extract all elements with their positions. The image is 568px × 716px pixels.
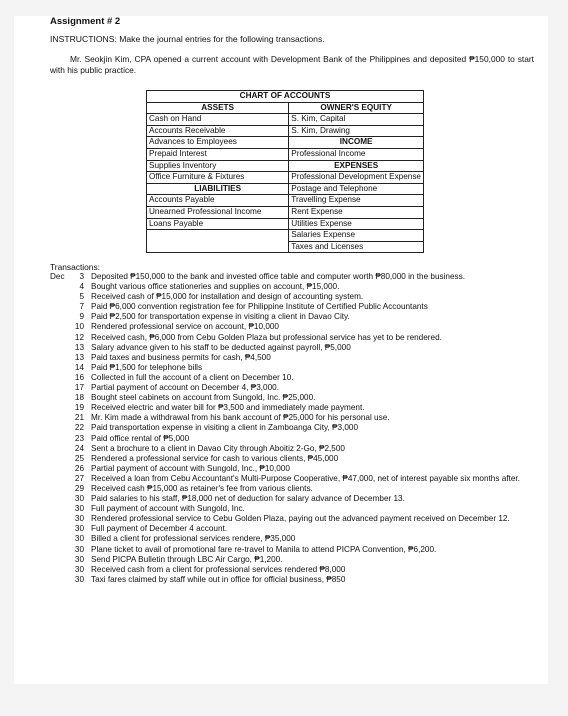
coa-row [147,183,424,195]
transaction-day: 21 [74,413,84,423]
transaction-month [50,474,70,484]
coa-account-name [147,241,289,253]
coa-account-name: S. Kim, Drawing [289,125,424,137]
transaction-text: Paid taxes and business permits for cash, ₱4,500 [91,352,271,362]
transactions-label: Transactions: [50,262,100,272]
coa-row [147,137,424,149]
coa-account-name [147,230,289,242]
transaction-text: Collected in full the account of a client on December 10. [91,372,294,382]
transaction-text: Paid ₱6,000 convention registration fee for Philippine Institute of Certified Public Accountants [91,302,428,312]
transaction-day: 30 [74,514,84,524]
coa-row [147,125,424,137]
coa-row [147,206,424,218]
assignment-page [14,16,548,684]
coa-row [147,195,424,207]
coa-account-name: Accounts Receivable [147,125,289,137]
transaction-month [50,282,70,292]
transaction-text: Paid transportation expense in visiting a client in Zamboanga City, ₱3,000 [91,423,359,433]
transaction-month [50,565,70,575]
transaction-text: Sent a brochure to a client in Davao City through Aboitiz 2-Go, ₱2,500 [91,443,345,453]
coa-account-name: Loans Payable [147,218,289,230]
transaction-text: Received cash, ₱6,000 from Cebu Golden Plaza but professional service has yet to be rendered. [91,332,442,342]
transaction-day: 16 [74,372,84,382]
coa-section-heading: EXPENSES [289,160,424,172]
transaction-item [50,353,540,363]
transaction-month [50,353,70,363]
transaction-text: Paid salaries to his staff, ₱18,000 net of deduction for salary advance of December 13. [91,494,405,504]
coa-account-name: Taxes and Licenses [289,241,424,253]
transaction-month [50,454,70,464]
coa-account-name: S. Kim, Capital [289,114,424,126]
transaction-month [50,312,70,322]
transaction-text: Plane ticket to avail of promotional fare re-travel to Manila to attend PICPA Convention, ₱6,200. [91,544,437,554]
transaction-item [50,393,540,403]
transaction-day: 22 [74,423,84,433]
transaction-month [50,514,70,524]
coa-row [147,218,424,230]
coa-section-heading: LIABILITIES [147,183,289,195]
transaction-item [50,272,540,282]
transaction-item [50,575,540,585]
coa-account-name: Office Furniture & Fixtures [147,172,289,184]
chart-of-accounts-title: CHART OF ACCOUNTS [147,91,424,103]
transaction-item [50,504,540,514]
transaction-text: Received cash from a client for professional services rendered ₱8,000 [91,564,346,574]
transaction-month [50,333,70,343]
transaction-text: Rendered professional service to Cebu Golden Plaza, paying out the advanced payment received on December 12. [91,514,510,524]
transaction-day: 25 [74,453,84,463]
transaction-item [50,282,540,292]
transaction-day: 30 [74,494,84,504]
transaction-item [50,322,540,332]
transactions-list [50,272,540,585]
transaction-item [50,333,540,343]
transaction-day: 26 [74,463,84,473]
transaction-item [50,403,540,413]
coa-account-name: Professional Development Expense [289,172,424,184]
transaction-item [50,494,540,504]
transaction-day: 10 [74,322,84,332]
coa-row [147,241,424,253]
transaction-text: Received cash of ₱15,000 for installation and design of accounting system. [91,292,364,302]
transaction-month [50,524,70,534]
transaction-item [50,413,540,423]
transaction-month [50,545,70,555]
transaction-text: Deposited ₱150,000 to the bank and invested office table and computer worth ₱80,000 in the business. [91,272,465,281]
transaction-month: Dec [50,272,65,281]
transaction-month [50,413,70,423]
transaction-day: 27 [74,473,84,483]
coa-row [147,148,424,160]
transaction-month [50,434,70,444]
coa-account-name: Accounts Payable [147,195,289,207]
transaction-day: 23 [74,433,84,443]
transaction-month [50,383,70,393]
transaction-month [50,403,70,413]
transaction-month [50,534,70,544]
transaction-day: 30 [74,534,84,544]
transaction-day: 14 [74,362,84,372]
transaction-text: Billed a client for professional services rendere, ₱35,000 [91,534,296,544]
transaction-month [50,343,70,353]
transaction-month [50,393,70,403]
transaction-day: 30 [74,504,84,514]
coa-row [147,172,424,184]
transaction-month [50,484,70,494]
transaction-item [50,343,540,353]
coa-row [147,230,424,242]
transaction-item [50,383,540,393]
transaction-item [50,302,540,312]
transaction-day: 7 [79,302,84,312]
coa-account-name: Supplies Inventory [147,160,289,172]
transaction-text: Paid ₱2,500 for transportation expense in visiting a client in Davao City. [91,312,350,322]
transaction-day: 12 [74,332,84,342]
transaction-item [50,373,540,383]
transaction-item [50,514,540,524]
transaction-day: 24 [74,443,84,453]
transaction-month [50,423,70,433]
transaction-text: Salary advance given to his staff to be deducted against payroll, ₱5,000 [91,342,351,352]
transaction-text: Partial payment of account on December 4, ₱3,000. [91,383,279,393]
transaction-item [50,454,540,464]
transaction-text: Taxi fares claimed by staff while out in office for official business, ₱850 [91,574,346,584]
assignment-title: Assignment # 2 [50,16,121,27]
transaction-month [50,494,70,504]
transaction-text: Mr. Kim made a withdrawal from his bank account of ₱25,000 for his personal use. [91,413,390,423]
coa-section-heading: OWNER'S EQUITY [289,102,424,114]
chart-of-accounts-body [147,102,424,253]
transaction-text: Received cash ₱15,000 as retainer's fee from various clients. [91,483,313,493]
coa-account-name: Cash on Hand [147,114,289,126]
transaction-item [50,464,540,474]
transaction-item [50,555,540,565]
transaction-month [50,555,70,565]
transaction-day: 19 [74,403,84,413]
transaction-text: Received a loan from Cebu Accountant's Multi-Purpose Cooperative, ₱47,000, net of interest payable six months after. [91,473,520,483]
transaction-text: Rendered professional service on account, ₱10,000 [91,322,279,332]
coa-account-name: Utilities Expense [289,218,424,230]
coa-account-name: Postage and Telephone [289,183,424,195]
transaction-day: 30 [74,524,84,534]
transaction-day: 29 [74,483,84,493]
transaction-day: 9 [79,312,84,322]
coa-account-name: Travelling Expense [289,195,424,207]
transaction-month [50,464,70,474]
transaction-month [50,292,70,302]
transaction-text: Full payment of December 4 account. [91,524,228,534]
transaction-day: 4 [79,282,84,292]
transaction-day: 17 [74,383,84,393]
coa-row [147,160,424,172]
coa-account-name: Professional Income [289,148,424,160]
transaction-text: Received electric and water bill for ₱3,500 and immediately made payment. [91,403,365,413]
coa-account-name: Prepaid Interest [147,148,289,160]
transaction-item [50,423,540,433]
coa-account-name: Rent Expense [289,206,424,218]
transaction-day: 5 [79,292,84,302]
instructions-text: INSTRUCTIONS: Make the journal entries for the following transactions. [50,34,325,44]
transaction-text: Full payment of account with Sungold, Inc. [91,504,245,514]
transaction-text: Rendered a professional service for cash to various clients, ₱45,000 [91,453,339,463]
coa-account-name: Advances to Employees [147,137,289,149]
coa-account-name: Unearned Professional Income [147,206,289,218]
coa-row [147,114,424,126]
transaction-item [50,363,540,373]
transaction-item [50,534,540,544]
coa-section-heading: ASSETS [147,102,289,114]
transaction-item [50,312,540,322]
transaction-month [50,322,70,332]
transaction-item [50,444,540,454]
transaction-item [50,524,540,534]
transaction-day: 30 [74,574,84,584]
transaction-text: Paid office rental of ₱5,000 [91,433,190,443]
chart-of-accounts-table [146,90,424,253]
transaction-text: Paid ₱1,500 for telephone bills [91,362,203,372]
transaction-month [50,302,70,312]
transaction-month [50,363,70,373]
transaction-item [50,565,540,575]
coa-row [147,102,424,114]
transaction-text: Bought various office stationeries and supplies on account, ₱15,000. [91,282,340,292]
transaction-item [50,474,540,484]
transaction-item [50,292,540,302]
transaction-day: 18 [74,393,84,403]
transaction-text: Send PICPA Bulletin through LBC Air Cargo, ₱1,200. [91,554,283,564]
transaction-day: 13 [74,342,84,352]
intro-paragraph: Mr. Seokjin Kim, CPA opened a current account with Development Bank of the Philippines and deposited ₱150,000 to start with his public practice. [50,54,534,75]
transaction-item [50,484,540,494]
coa-section-heading: INCOME [289,137,424,149]
transaction-day: 3 [79,272,84,281]
transaction-day: 30 [74,564,84,574]
transaction-day: 30 [74,544,84,554]
transaction-item [50,434,540,444]
transaction-month [50,373,70,383]
transaction-text: Partial payment of account with Sungold, Inc., ₱10,000 [91,463,290,473]
transaction-month [50,444,70,454]
transaction-month [50,504,70,514]
transaction-text: Bought steel cabinets on account from Sungold, Inc. ₱25,000. [91,393,316,403]
transaction-day: 30 [74,554,84,564]
transaction-item [50,545,540,555]
transaction-day: 13 [74,352,84,362]
coa-account-name: Salaries Expense [289,230,424,242]
transaction-month [50,575,70,585]
